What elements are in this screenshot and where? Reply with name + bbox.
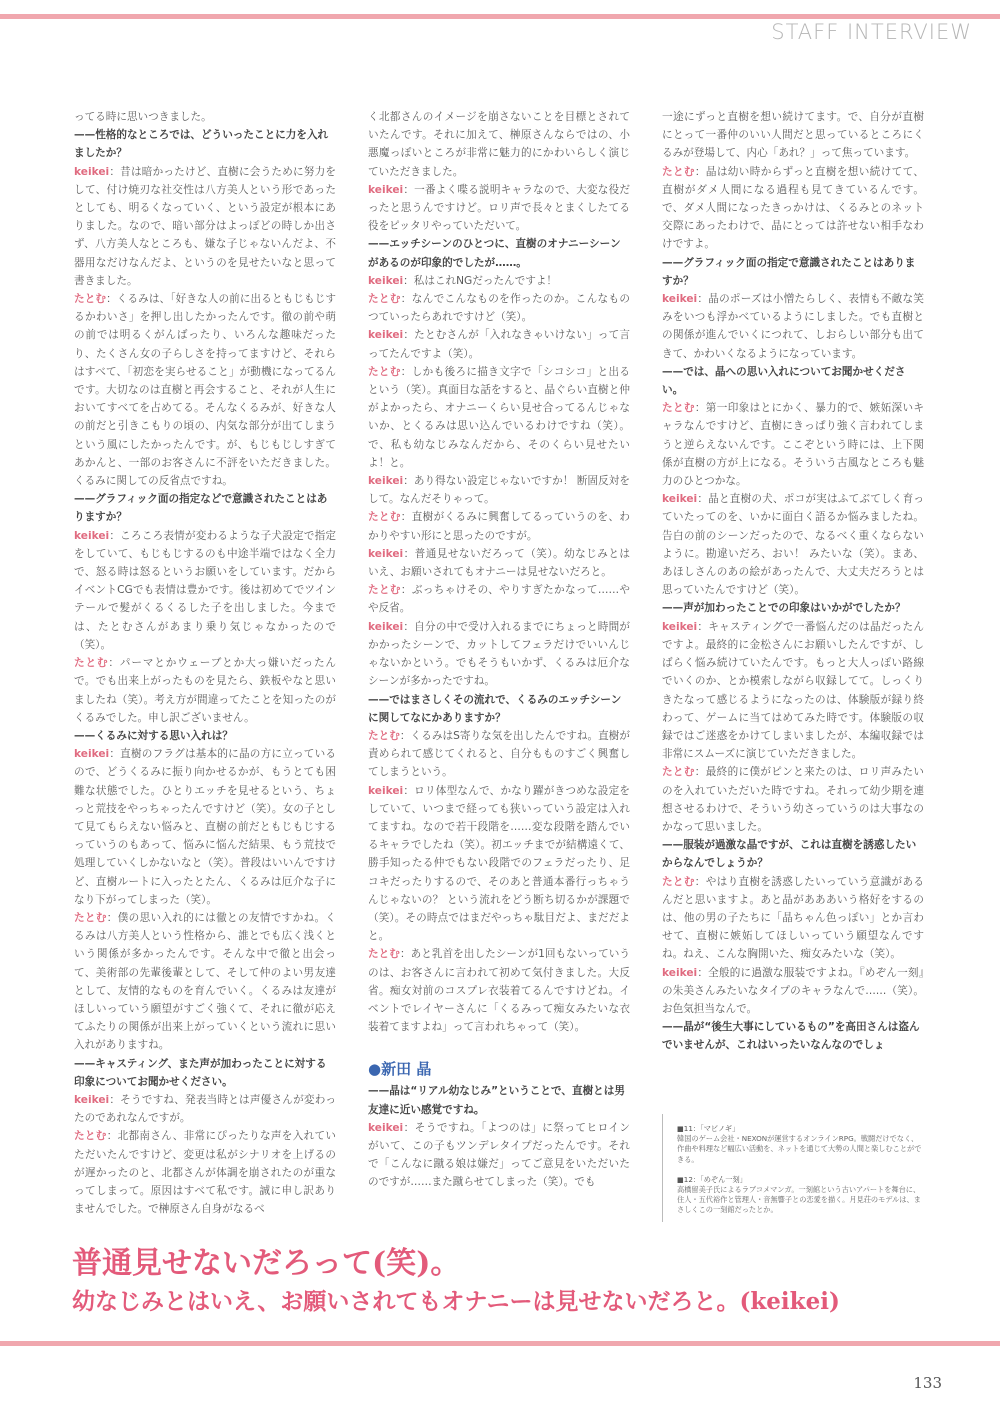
paragraph-text: ってる時に思いつきました。 — [74, 111, 212, 123]
paragraph-text: ：晶と直樹の犬、ポコが実はふてぶてしく育っていたってのを、いかに面白く語るか悩みましたね。告白の前のシーンだったので、なるべく重くならないように。勘違いだろ、おい！ みたいな（笑）。まあ、あほしさんのあの絵があったんで、大丈夫だろうとは思っていたんですけど（笑）。 — [662, 493, 924, 597]
speaker-name: たとむ — [368, 584, 401, 597]
answer-paragraph — [662, 873, 924, 964]
paragraph-text: ：くるみはS寄りな気を出したんですね。直樹が責められて感じてくれると、自分もものすごく興奮してしまうという。 — [368, 729, 631, 779]
paragraph-text: ——ではまさしくその流れで、くるみのエッチシーンに関してなにかありますか？ — [368, 693, 622, 724]
footnote-body: 高橋留美子氏によるラブコメマンガ。一刻館という古いアパートを舞台に、住人・五代裕作と管理人・音無響子との恋愛を描く。月見荘のモデルは、まさしくこの一刻館だったとか。 — [677, 1185, 921, 1215]
interviewer-question — [368, 235, 630, 271]
answer-paragraph — [368, 545, 630, 581]
answer-paragraph — [368, 326, 630, 362]
speaker-name: keikei — [368, 329, 404, 342]
speaker-name: keikei — [662, 493, 698, 506]
footnotes — [662, 1114, 924, 1222]
speaker-name: たとむ — [74, 657, 109, 670]
interviewer-question — [368, 691, 630, 727]
answer-paragraph — [662, 163, 924, 254]
paragraph-text: ：そうですね、発表当時とは声優さんが変わったのであれなんですが。 — [74, 1093, 336, 1125]
interviewer-question — [662, 363, 924, 399]
paragraph-text: ：ぶっちゃけその、やりすぎたかなって……やや反省。 — [368, 584, 631, 615]
paragraph-text: ：たとむさんが「入れなきゃいけない」って言ってたんですよ（笑）。 — [368, 329, 630, 360]
interviewer-question — [74, 126, 336, 162]
pull-quote — [72, 1244, 952, 1320]
speaker-name: たとむ — [662, 875, 695, 888]
answer-paragraph — [368, 472, 630, 508]
speaker-name: たとむ — [74, 1130, 107, 1143]
paragraph-text: ——グラフィック面の指定などで意識されたことはありますか？ — [74, 493, 328, 524]
answer-paragraph — [662, 618, 924, 764]
answer-paragraph — [74, 909, 336, 1055]
paragraph-text: ：全般的に過激な服装ですよね。『めぞん一刻』の朱美さんみたいなタイプのキャラなんで……（笑）。お色気担当なんで。 — [662, 966, 924, 1015]
speaker-name: keikei — [74, 748, 110, 761]
speaker-name: たとむ — [74, 911, 107, 924]
paragraph-text: ：直樹がくるみに興奮してるっていうのを、わかりやすい形にと思ったのですが。 — [368, 511, 631, 542]
paragraph-text: ：一番よく喋る説明キャラなので、大変な役だったと思うんですけど。ロリ声で長々とまくしたてる役をピッタリやっていただいて。 — [368, 183, 630, 233]
paragraph-text: ：私はこれNGだったんですよ！ — [403, 274, 558, 287]
speaker-name: keikei — [368, 183, 404, 196]
answer-paragraph — [368, 581, 630, 617]
paragraph-text: ：なんでこんなものを作ったのか。こんなものつていったらあれですけど（笑）。 — [368, 293, 631, 324]
speaker-name: keikei — [662, 620, 698, 633]
interviewer-question — [368, 1082, 630, 1118]
speaker-name: たとむ — [662, 402, 695, 415]
bullet-icon: ● — [368, 1060, 382, 1079]
answer-paragraph — [74, 1127, 336, 1218]
paragraph-text: ：北都南さん、非常にぴったりな声を入れていただいたんですけど、変更は私がシナリオを上げるのが遅かったのと、北都さんが体調を崩されたのが重なってしまって。原因はすべて私です。誠に申し訳ありませんでした。で榊原さん自身がなるべ — [74, 1130, 337, 1216]
paragraph-text: ——服装が過激な晶ですが、これは直樹を誘惑したいからなんでしょうか？ — [662, 839, 917, 870]
paragraph-text: ：やはり直樹を誘惑したいっていう意識があるんだと思いますよ。あと晶があああいう格好をするのは、他の男の子たちに「晶ちゃん色っぽい」とか言わせて、直樹に嫉妬してほしいっていう願望なんですね。ねえ、こんな胸開いた、痴女みたいな（笑）。 — [662, 875, 925, 961]
answer-paragraph — [662, 290, 924, 363]
paragraph-text: 一途にずっと直樹を想い続けてます。で、自分が直樹にとって一番仲のいい人間だと思っているところにくるみが登場して、内心「あれ？」って焦っています。 — [662, 111, 924, 160]
paragraph-text: ——グラフィック面の指定で意識されたことはありますか？ — [662, 256, 916, 287]
paragraph-text: ：直樹のフラグは基本的に晶の方に立っているので、どうくるみに振り向かせるかが、もうとても困難な状態でした。ひとりエッチを見せるという、ちょっと荒技をやっちゃったんですけど（笑）。女の子として見てもらえない悩みと、直樹の前だともじもじするっていうのもあって、悩みに悩んだ結果、もう荒技で処理していくしかないなと（笑）。普段はいいんですけど、直樹ルートに入ったとたん、くるみは厄介な子になり下がってしまった（笑）。 — [74, 748, 336, 906]
speaker-name: keikei — [662, 966, 698, 979]
speaker-name: たとむ — [368, 511, 401, 524]
speaker-name: たとむ — [368, 729, 400, 742]
answer-paragraph — [368, 945, 630, 1036]
answer-paragraph — [368, 508, 630, 544]
paragraph-text: ——エッチシーンのひとつに、直樹のオナニーシーンがあるのが印象的でしたが……。 — [368, 238, 621, 269]
answer-paragraph — [368, 290, 630, 326]
answer-paragraph — [368, 363, 630, 472]
paragraph-text: ：あと乳首を出したシーンが1回もないっていうのは、お客さんに言われて初めて気付きました。大反省。痴女対前のコスプレ衣装着てるんですけどね。イベントでレイヤーさんに「くるみって痴女みたいな衣装着てますよね」って言われちゃって（笑）。 — [368, 948, 630, 1034]
footnote-11 — [677, 1124, 924, 1165]
speaker-name: keikei — [368, 620, 404, 633]
paragraph-text: ：自分の中で受け入れるまでにちょっと時間がかかったシーンで、カットしてフェラだけでいいんじゃないかという。でもそうもいかず、くるみは厄介なシーンが多かったですね。 — [368, 620, 630, 688]
paragraph-text: ：第一印象はとにかく、暴力的で、嫉妬深いキャラなんですけど、直樹にきっぱり強く言われてしまうと逆らえないんです。ここぞという時には、上下関係が直樹の方が上になる。そういう古風なところも魅力のひとつかな。 — [662, 402, 925, 488]
speaker-name: keikei — [74, 1093, 110, 1106]
footnote-12 — [677, 1175, 924, 1216]
answer-paragraph — [662, 399, 924, 490]
interviewer-question — [662, 836, 924, 872]
interviewer-question — [74, 1055, 336, 1091]
answer-paragraph — [662, 108, 924, 163]
column-2 — [368, 108, 630, 1192]
answer-paragraph — [368, 272, 630, 290]
paragraph-text: ：最終的に僕がピンと来たのは、ロリ声みたいのを入れていただいた時ですね。それって幼少期を連想させるわけで、そういう幼さっていうのは大事なのかなって思いました。 — [662, 766, 925, 833]
speaker-name: たとむ — [662, 766, 695, 779]
speaker-name: たとむ — [368, 365, 401, 378]
speaker-name: たとむ — [74, 293, 107, 306]
speaker-name: keikei — [662, 293, 698, 306]
answer-paragraph — [368, 618, 630, 691]
answer-paragraph — [74, 163, 336, 290]
speaker-name: keikei — [368, 475, 404, 488]
paragraph-text: ——くるみに対する思い入れは？ — [74, 729, 233, 742]
answer-paragraph — [662, 490, 924, 599]
answer-paragraph — [74, 290, 336, 490]
paragraph-text: ——晶が“後生大事にしているもの”を高田さんは盗んでいませんが、これはいったいなんなのでしょ — [662, 1021, 920, 1052]
speaker-name: keikei — [74, 165, 110, 178]
bottom-rule — [0, 1341, 1000, 1346]
pull-quote-line-2: 幼なじみとはいえ、お願いされてもオナニーは見せないだろと。(keikei) — [72, 1288, 840, 1315]
page-number: 133 — [913, 1374, 942, 1392]
paragraph-text: ：そうですね。「よつのは」に祭ってヒロインがいて、この子もツンデレタイプだったんです。それで「こんなに蹴る娘は嫌だ」ってご意見をいただいたのですが……また蹴らせてしまった（笑）。でも — [368, 1121, 630, 1189]
paragraph-text: ：晶は幼い時からずっと直樹を想い続けてて、直樹がダメ人間になる過程も見てきているんです。で、ダメ人間になったきっかけは、くるみとのネット交際にあったわけで、晶にとっては許せない相手なわけですよ。 — [662, 165, 924, 251]
answer-paragraph — [74, 527, 336, 654]
paragraph-text: ：僕の思い入れ的には徹との友情ですかね。くるみは八方美人という性格から、誰とでも広く浅くという関係が多かったんです。そんな中で徹と出会って、美術部の先輩後輩として、そして仲のよい男友達として、友情的なものを育んでいく。くるみは友達がほしいっていう願望がすごく強くて、それに徹が応えてふたりの関係が出来上がっていくという流れに思い入れがありますね。 — [74, 911, 337, 1052]
footnote-body: 韓国のゲーム会社・NEXONが運営するオンラインRPG。戦闘だけでなく、作曲や料理など幅広い活動を、ネットを通じて大勢の人間と楽しむことができる。 — [677, 1134, 922, 1164]
section-heading-text: 新田 晶 — [381, 1060, 432, 1079]
answer-paragraph — [368, 108, 630, 181]
paragraph-text: ——晶は“リアル幼なじみ”ということで、直樹とは男友達に近い感覚ですね。 — [368, 1085, 625, 1116]
paragraph-text: ——性格的なところでは、どういったことに力を入れましたか？ — [74, 129, 329, 160]
speaker-name: たとむ — [368, 948, 400, 961]
answer-paragraph — [74, 654, 336, 727]
column-1 — [74, 108, 336, 1218]
paragraph-text: ：くるみは、「好きな人の前に出るともじもじするかわいさ」を押し出したかったんです。徹の前や萌の前では明るくがんばったり、いろんな趣味だったり、たくさん女の子らしさを持ってますけど、それらはすべて、「初恋を実らせること」が動機になってるんです。大切なのは直樹と再会すること、それが人生においてすべてを占めてる。そんなくるみが、好きな人の前だと引きこもりの頃の、内気な部分が出てしまうという風にしたかったんです。が、もじもじしすぎてあかんと、一部のお客さんに不評をいただきました。くるみに関しての反省点ですね。 — [74, 293, 337, 488]
interviewer-question — [74, 727, 336, 745]
interviewer-question — [74, 490, 336, 526]
paragraph-text: ：ころころ表情が変わるような子犬設定で指定をしていて、もじもじするのも中途半端ではなく全力で、怒る時は怒るというお願いをしています。だからイベントCGでも表情は豊かです。後は初めてでツインテールで髪がくるくるした子を出しました。今までは、たとむさんがあまり乗り気じゃなかったので（笑）。 — [74, 529, 336, 651]
column-3 — [662, 108, 924, 1055]
paragraph-text: ：昔は暗かったけど、直樹に会うために努力をして、付け焼刃な社交性は八方美人という形であったとしても、明るくなっていく、という設定が根本にありました。なので、暗い部分はよっぽどの時しか出さず、八方美人なところも、嫌な子じゃないんだよ、不器用なだけなんだよ、というのを見せたいなと思って書きました。 — [74, 165, 336, 287]
answer-paragraph — [368, 727, 630, 782]
speaker-name: たとむ — [662, 165, 695, 178]
answer-paragraph — [662, 964, 924, 1019]
answer-paragraph — [74, 108, 336, 126]
speaker-name: keikei — [368, 1121, 404, 1134]
section-heading — [368, 1058, 630, 1080]
speaker-name: keikei — [74, 529, 110, 542]
answer-paragraph — [368, 1119, 630, 1192]
answer-paragraph — [662, 763, 924, 836]
paragraph-text: ：ロリ体型なんで、かなり躍がきつめな設定をしていて、いつまで経っても狭いっていう設定は入れてますね。なので若干段階を……変な段階を踏んでいるキャラでしたね（笑）。初エッチまでが結構遠くて、勝手知ったる仲でもない段階でのフェラだったり、足コキだったりするので、そのあと普通本番行っちゃうんじゃないの？ という流れをどう断ち切るかが課題で（笑）。その時点ではまだやっちゃ駄目だよ、まだだよと。 — [368, 784, 630, 943]
speaker-name: keikei — [368, 274, 404, 287]
paragraph-text: ：晶のポーズは小憎たらしく、表情も不敵な笑みをいつも浮かべているようにしました。でも直樹との関係が進んでいくにつれて、しおらしい部分も出てきて、かわいくなるようになっています。 — [662, 293, 924, 360]
speaker-name: keikei — [368, 547, 404, 560]
paragraph-text: ——では、晶への思い入れについてお聞かせください。 — [662, 365, 906, 397]
speaker-name: keikei — [368, 784, 404, 797]
footnote-head: ■12：「めぞん一刻」 — [677, 1174, 747, 1184]
interviewer-question — [662, 1018, 924, 1054]
paragraph-text: ：パーマとかウェーブとか大っ嫌いだったんで。でも出来上がったものを見たら、鉄板やなと思いましたね（笑）。考え方が間違ってたことを知ったのがくるみでした。申し訳ございません。 — [74, 657, 337, 724]
answer-paragraph — [368, 181, 630, 236]
answer-paragraph — [74, 1091, 336, 1127]
pull-quote-line-1: 普通見せないだろって(笑)。 — [72, 1246, 461, 1281]
paragraph-text: ：キャスティングで一番悩んだのは晶だったんですよ。最終的に金松さんにお願いしたんですが、しばらく悩み続けていたんです。もっと大人っぽい路線でいくのか、とか模索しながら収録してて。しっくりきたなって感じるようになったのは、体験版が録り終わって、ゲームに当てはめてみた時です。体験版の収録ではご迷惑をかけてしまいましたが、本編収録では非常にスムーズに演じていただきました。 — [662, 620, 924, 761]
speaker-name: たとむ — [368, 293, 401, 306]
answer-paragraph — [368, 782, 630, 946]
interviewer-question — [662, 599, 924, 617]
paragraph-text: ：普通見せないだろって（笑）。幼なじみとはいえ、お願いされてもオナニーは見せないだろと。 — [368, 547, 630, 579]
header-title: STAFF INTERVIEW — [771, 20, 972, 44]
interviewer-question — [662, 254, 924, 290]
paragraph-text: ——キャスティング、また声が加わったことに対する印象についてお聞かせください。 — [74, 1057, 327, 1088]
paragraph-text: ：あり得ない設定じゃないですか！ 断固反対をして。なんだそりゃって。 — [368, 475, 630, 506]
paragraph-text: ：しかも後ろに描き文字で「シコシコ」と出るという（笑）。真面目な話をすると、晶ぐらい直樹と仲がよかったら、オナニーくらい見せ合ってるんじゃないか、とくるみは思い込んでいるわけですね（笑）。で、私も幼なじみなんだから、そのくらい見せたいよ！と。 — [368, 365, 631, 469]
top-rule — [0, 14, 1000, 19]
answer-paragraph — [74, 745, 336, 909]
paragraph-text: く北都さんのイメージを崩さないことを目標とされていたんです。それに加えて、榊原さんならではの、小悪魔っぽいところが非常に魅力的にかわいらしく演じていただきました。 — [368, 111, 630, 178]
paragraph-text: ——声が加わったことでの印象はいかがでしたか？ — [662, 602, 906, 615]
footnote-head: ■11：「マビノギ」 — [677, 1124, 740, 1133]
